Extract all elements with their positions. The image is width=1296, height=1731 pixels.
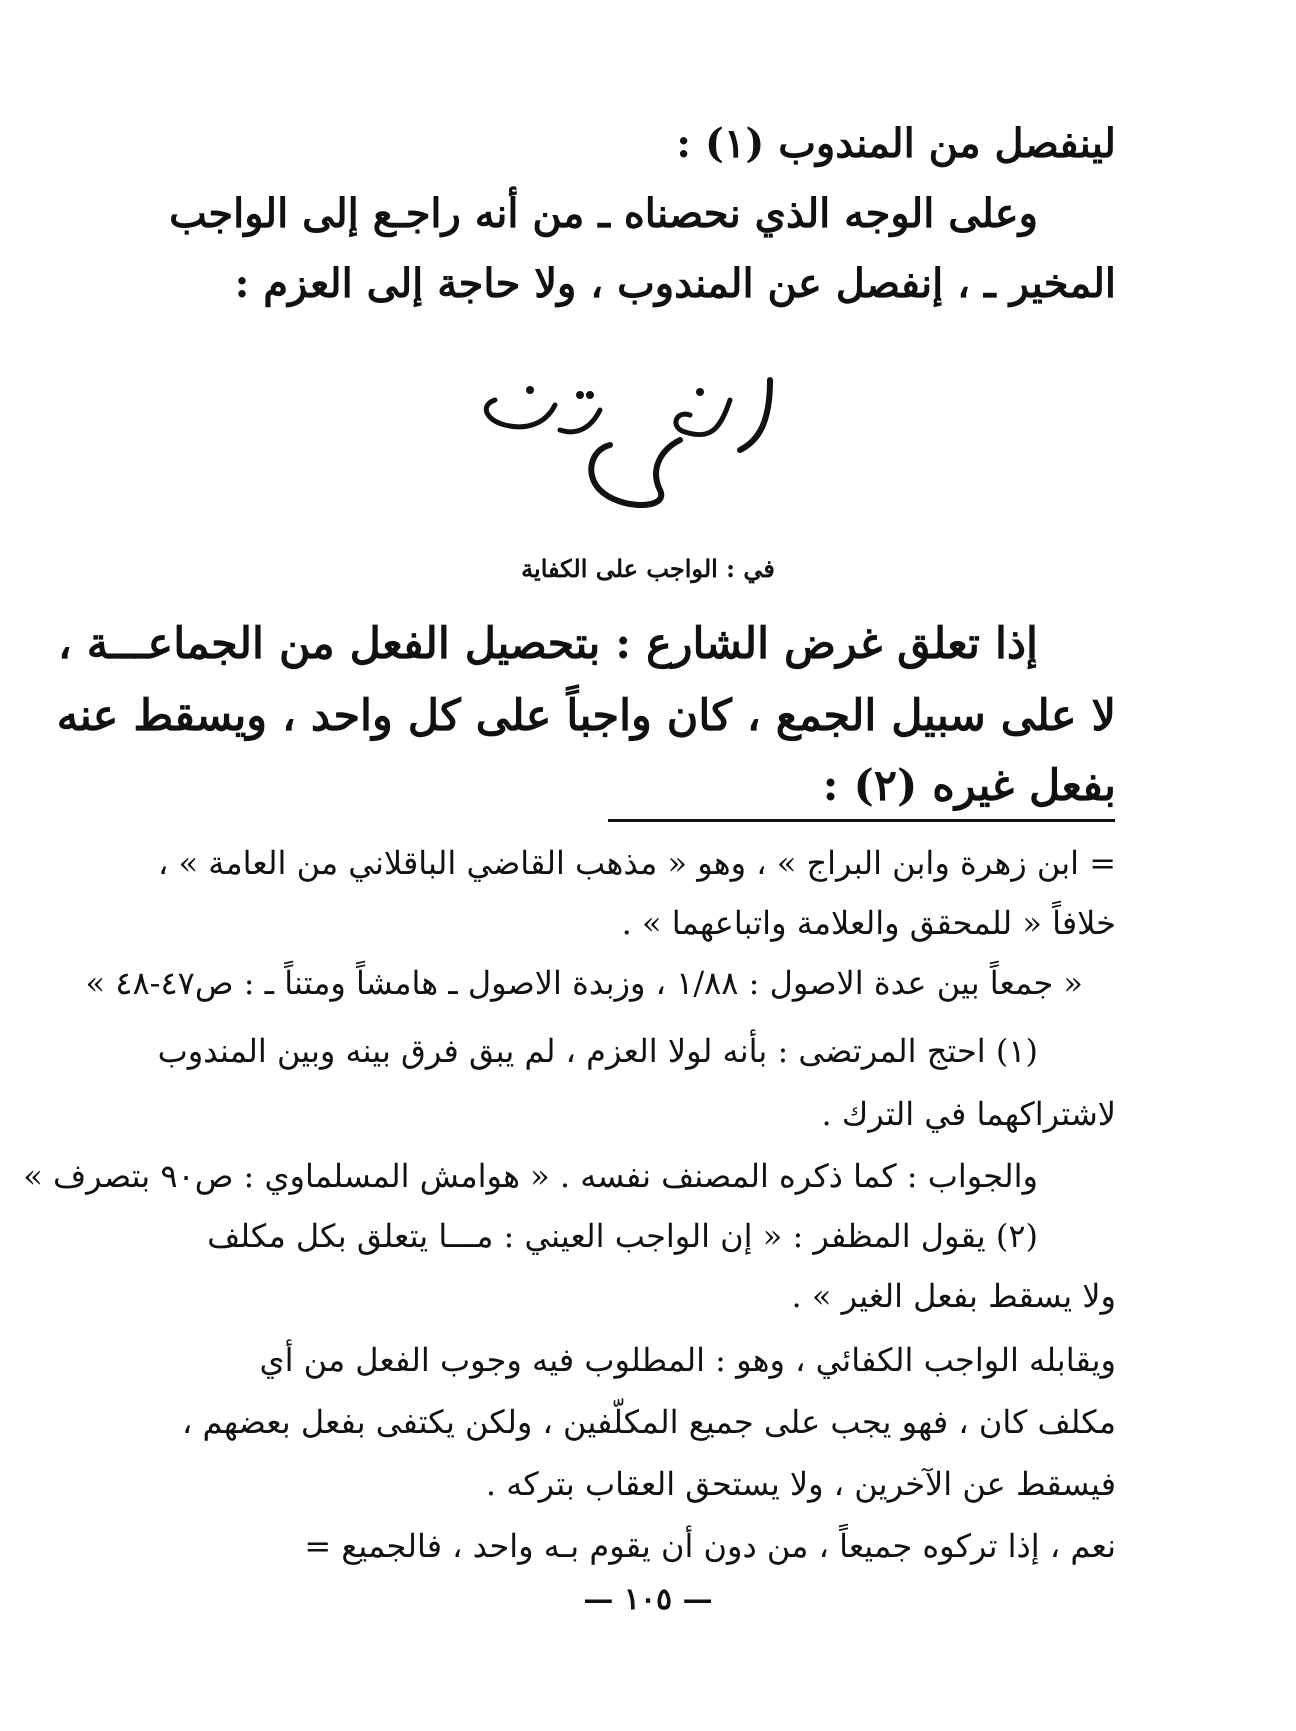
page-number: — ١٠٥ — bbox=[583, 1582, 713, 1617]
intro-line-1: لينفصل من المندوب (١) : bbox=[676, 120, 1116, 167]
section-line-1: إذا تعلق غرض الشارع : بتحصيل الفعل من الجماعـــة ، bbox=[57, 619, 1038, 669]
section-title-calligraphy bbox=[470, 370, 800, 520]
footnote-line-11: فيسقط عن الآخرين ، ولا يستحق العقاب بتركه . bbox=[485, 1465, 1116, 1503]
footnote-line-1: = ابن زهرة وابن البراج » ، وهو « مذهب القاضي الباقلاني من العامة » ، bbox=[158, 844, 1116, 882]
section-subtitle: في : الواجب على الكفاية bbox=[521, 554, 775, 583]
footnote-line-5: لاشتراكهما في الترك . bbox=[821, 1095, 1116, 1133]
footnote-line-8: ولا يسقط بفعل الغير » . bbox=[791, 1277, 1116, 1315]
footnote-line-6: والجواب : كما ذكره المصنف نفسه . « هوامش المسلماوي : ص٩٠ بتصرف » bbox=[23, 1157, 1038, 1195]
footnote-line-12: نعم ، إذا تركوه جميعاً ، من دون أن يقوم بـه واحد ، فالجميع = bbox=[304, 1527, 1116, 1565]
section-title-text: البحث التاسع bbox=[629, 469, 641, 471]
footnote-line-3: « جمعاً بين عدة الاصول : ١/٨٨ ، وزبدة الاصول ـ هامشاً ومتناً ـ : ص٤٧-٤٨ » bbox=[85, 964, 1083, 1002]
footnote-line-10: مكلف كان ، فهو يجب على جميع المكلّفين ، ولكن يكتفى بفعل بعضهم ، bbox=[182, 1403, 1116, 1441]
footnote-line-4: (١) احتج المرتضى : بأنه لولا العزم ، لم يبق فرق بينه وبين المندوب bbox=[157, 1032, 1038, 1070]
intro-line-3: المخير ـ ، إنفصل عن المندوب ، ولا حاجة إلى العزم : bbox=[234, 260, 1116, 307]
section-line-3: بفعل غيره (٢) : bbox=[822, 761, 1116, 811]
footnote-line-9: ويقابله الواجب الكفائي ، وهو : المطلوب فيه وجوب الفعل من أي bbox=[259, 1341, 1116, 1379]
footnote-line-7: (٢) يقول المظفر : « إن الواجب العيني : مـــا يتعلق بكل مكلف bbox=[207, 1217, 1038, 1255]
section-line-2: لا على سبيل الجمع ، كان واجباً على كل واحد ، ويسقط عنه bbox=[56, 691, 1116, 741]
intro-line-2: وعلى الوجه الذي نحصناه ـ من أنه راجـع إلى الواجب bbox=[169, 190, 1038, 237]
footnote-line-2: خلافاً « للمحقق والعلامة واتباعهما » . bbox=[621, 904, 1116, 942]
footnote-separator bbox=[608, 819, 1115, 822]
